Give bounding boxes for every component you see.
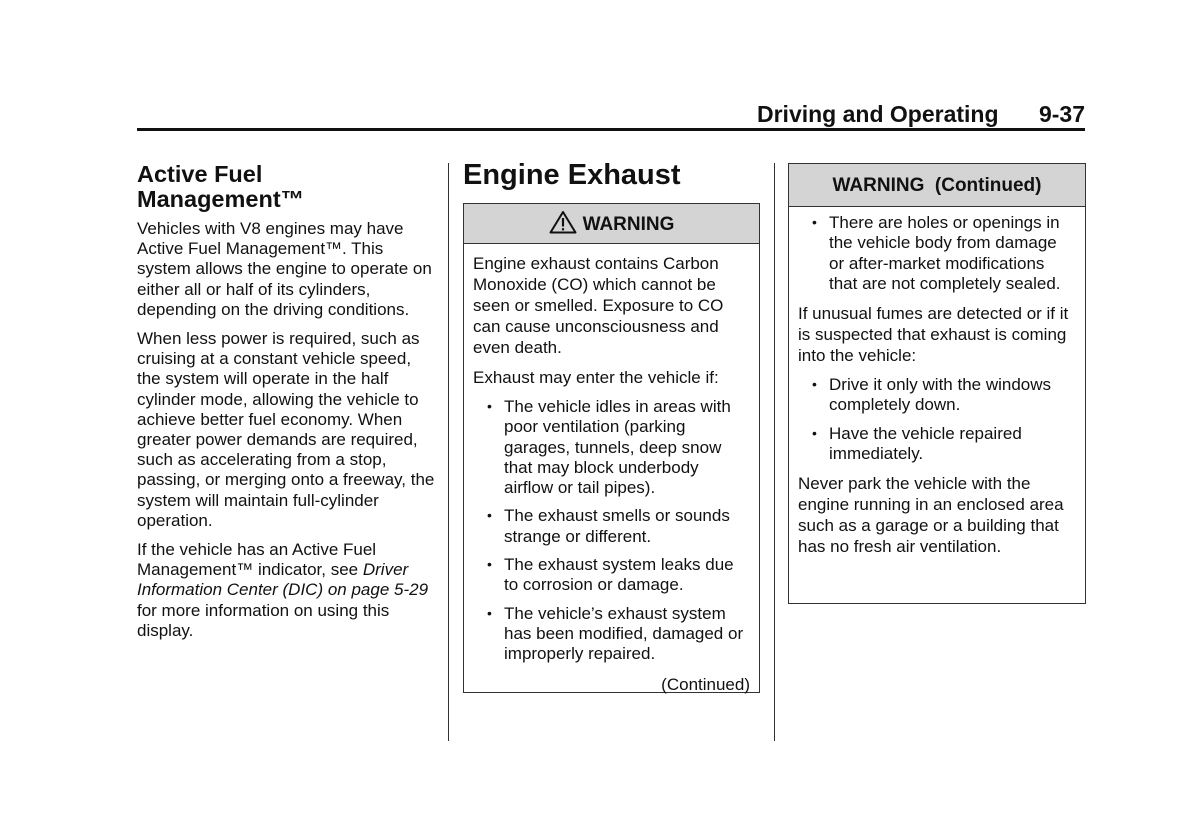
column-active-fuel-management — [137, 162, 435, 650]
list-item-text: The exhaust system leaks due to corrosion or damage. — [504, 555, 734, 595]
list-item-text: There are holes or openings in the vehicle body from damage or after-market modifications that are not completely sealed. — [829, 213, 1061, 293]
warning-body — [464, 244, 759, 701]
list-item — [473, 604, 750, 665]
warning-header — [464, 204, 759, 244]
continued-label: (Continued) — [661, 674, 750, 694]
section-title: Driving and Operating — [757, 101, 999, 127]
column-engine-exhaust — [463, 158, 760, 205]
reference-post-text: for more information on using this display. — [137, 600, 390, 640]
warning-label: WARNING — [582, 214, 675, 235]
warning-conditions-list — [473, 397, 750, 665]
page-header — [137, 101, 1085, 129]
dic-page-link[interactable]: Driver Information Center (DIC) on page 5-29 — [137, 560, 429, 600]
header-rule — [137, 128, 1085, 131]
heading-engine-exhaust: Engine Exhaust — [463, 159, 681, 191]
bullet-icon: • — [487, 507, 492, 524]
list-item-text: The vehicle’s exhaust system has been modified, damaged or improperly repaired. — [504, 603, 744, 664]
column-divider-1 — [448, 163, 449, 741]
list-item-text: The vehicle idles in areas with poor ventilation (parking garages, tunnels, deep snow that may block underbody airflow or tail pipes). — [504, 397, 731, 498]
list-item-text: The exhaust smells or sounds strange or different. — [504, 506, 730, 546]
warning-co-paragraph: Engine exhaust contains Carbon Monoxide (CO) which cannot be seen or smelled. Exposure to CO can cause unconsciousness and even death. — [473, 254, 724, 357]
warning-never-park-paragraph: Never park the vehicle with the engine running in an enclosed area such as a garage or a building that has no fresh air ventilation. — [798, 474, 1064, 557]
paragraph-intro: Vehicles with V8 engines may have Active Fuel Management™. This system allows the engine to operate on either all or half of its cylinders, depending on the driving conditions. — [137, 219, 432, 319]
heading-active-fuel-management: Active Fuel Management™ — [137, 161, 305, 212]
column-divider-2 — [774, 163, 775, 741]
warning-openings-list — [798, 213, 1076, 294]
list-item — [473, 397, 750, 498]
reference-pre-text: If the vehicle has an Active Fuel Management™ indicator, see — [137, 540, 377, 580]
list-item — [798, 213, 1076, 294]
list-item — [473, 506, 750, 547]
page-number: 9-37 — [1038, 101, 1085, 127]
list-item — [798, 424, 1076, 465]
bullet-icon: • — [812, 424, 817, 441]
warning-continued-header: WARNING (Continued) — [789, 164, 1085, 207]
warning-continued-box — [788, 163, 1086, 604]
list-item — [473, 555, 750, 596]
bullet-icon: • — [812, 214, 817, 230]
list-item-text: Drive it only with the windows completely down. — [829, 375, 1052, 415]
warning-triangle-icon — [549, 210, 577, 234]
warning-exhaust-enter-paragraph: Exhaust may enter the vehicle if: — [473, 368, 719, 387]
paragraph-dic-reference — [137, 540, 435, 641]
warning-box — [463, 203, 760, 693]
warning-fumes-paragraph: If unusual fumes are detected or if it is suspected that exhaust is coming into the vehicle: — [798, 304, 1069, 366]
bullet-icon: • — [487, 556, 492, 573]
bullet-icon: • — [487, 398, 492, 414]
paragraph-operation: When less power is required, such as cruising at a constant vehicle speed, the system will operate in the half cylinder mode, allowing the vehicle to achieve better fuel economy. When greater power demands are required, such as accelerating from a stop, passing, or merging onto a freeway, the system will maintain full-cylinder operation. — [137, 329, 435, 530]
warning-actions-list — [798, 375, 1076, 464]
list-item-text: Have the vehicle repaired immediately. — [829, 423, 1022, 464]
warning-continued-body — [789, 207, 1085, 570]
list-item — [798, 375, 1076, 416]
bullet-icon: • — [812, 376, 817, 393]
bullet-icon: • — [487, 604, 492, 621]
